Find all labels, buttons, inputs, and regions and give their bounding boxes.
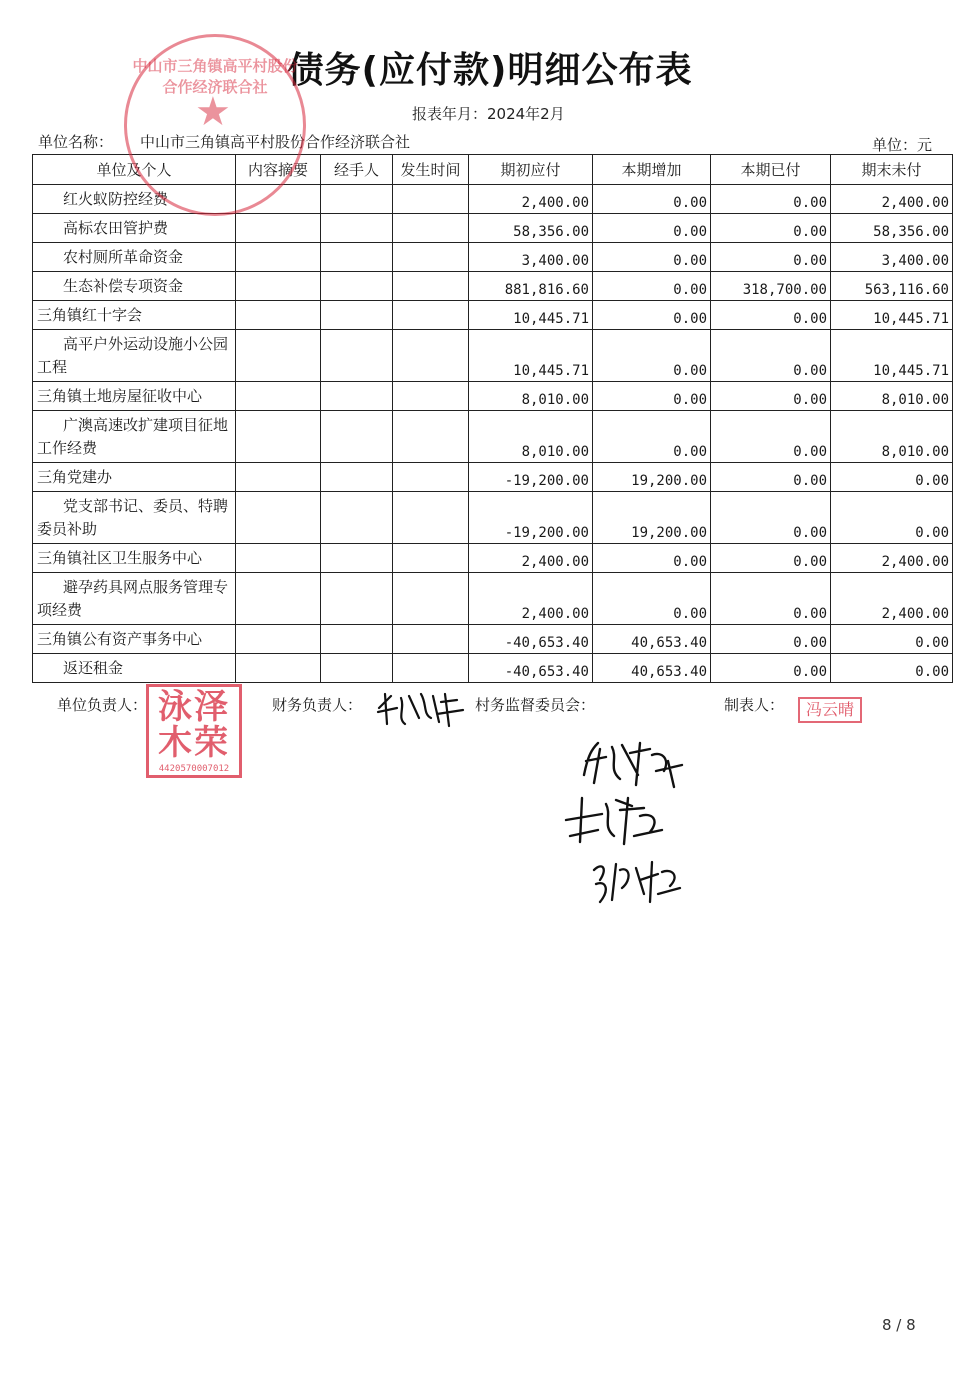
table-row bbox=[33, 654, 953, 683]
row-paid: 0.00 bbox=[711, 625, 831, 654]
unit-head-seal-code: 4420570007012 bbox=[158, 764, 230, 774]
row-closing: 0.00 bbox=[831, 654, 953, 683]
row-name: 三角镇公有资产事务中心 bbox=[33, 625, 236, 654]
row-date bbox=[393, 185, 469, 214]
supervision-signature-1 bbox=[578, 735, 690, 791]
row-paid: 0.00 bbox=[711, 243, 831, 272]
row-summary bbox=[236, 654, 321, 683]
row-date bbox=[393, 625, 469, 654]
row-closing: 0.00 bbox=[831, 492, 953, 544]
row-closing: 8,010.00 bbox=[831, 411, 953, 463]
header-cell-closing: 期末未付 bbox=[831, 155, 953, 185]
row-handler bbox=[321, 330, 393, 382]
row-name: 农村厕所革命资金 bbox=[33, 243, 236, 272]
row-summary bbox=[236, 573, 321, 625]
row-handler bbox=[321, 185, 393, 214]
row-increase: 0.00 bbox=[593, 243, 711, 272]
row-handler bbox=[321, 463, 393, 492]
row-opening: 10,445.71 bbox=[469, 301, 593, 330]
row-paid: 318,700.00 bbox=[711, 272, 831, 301]
seal-star-icon: ★ bbox=[195, 89, 231, 135]
row-summary bbox=[236, 330, 321, 382]
row-handler bbox=[321, 573, 393, 625]
row-summary bbox=[236, 463, 321, 492]
header-cell-handler: 经手人 bbox=[321, 155, 393, 185]
row-summary bbox=[236, 243, 321, 272]
row-name: 高标农田管护费 bbox=[33, 214, 236, 243]
table-header-row bbox=[33, 155, 953, 185]
row-paid: 0.00 bbox=[711, 185, 831, 214]
supervision-signature-3 bbox=[588, 850, 684, 910]
table-row bbox=[33, 492, 953, 544]
header-cell-increase: 本期增加 bbox=[593, 155, 711, 185]
row-name: 红火蚁防控经费 bbox=[33, 185, 236, 214]
seal-ring-text: 中山市三角镇高平村股份合作经济联合社 bbox=[132, 57, 298, 96]
row-increase: 0.00 bbox=[593, 544, 711, 573]
row-name: 党支部书记、委员、特聘委员补助 bbox=[33, 492, 236, 544]
row-closing: 0.00 bbox=[831, 625, 953, 654]
row-summary bbox=[236, 544, 321, 573]
page-number: 8 / 8 bbox=[882, 1316, 916, 1334]
row-opening: 881,816.60 bbox=[469, 272, 593, 301]
finance-head-signature bbox=[375, 688, 467, 730]
row-opening: -40,653.40 bbox=[469, 625, 593, 654]
row-name: 返还租金 bbox=[33, 654, 236, 683]
row-handler bbox=[321, 243, 393, 272]
table-row bbox=[33, 625, 953, 654]
row-date bbox=[393, 492, 469, 544]
table-row bbox=[33, 463, 953, 492]
row-opening: 3,400.00 bbox=[469, 243, 593, 272]
row-opening: 10,445.71 bbox=[469, 330, 593, 382]
row-increase: 0.00 bbox=[593, 573, 711, 625]
row-date bbox=[393, 544, 469, 573]
row-handler bbox=[321, 625, 393, 654]
row-opening: 2,400.00 bbox=[469, 544, 593, 573]
row-increase: 0.00 bbox=[593, 214, 711, 243]
row-paid: 0.00 bbox=[711, 330, 831, 382]
row-paid: 0.00 bbox=[711, 573, 831, 625]
row-opening: 2,400.00 bbox=[469, 185, 593, 214]
row-name: 三角镇土地房屋征收中心 bbox=[33, 382, 236, 411]
row-increase: 0.00 bbox=[593, 301, 711, 330]
header-cell-opening: 期初应付 bbox=[469, 155, 593, 185]
table-row bbox=[33, 185, 953, 214]
row-summary bbox=[236, 272, 321, 301]
payables-table bbox=[32, 154, 953, 683]
row-increase: 0.00 bbox=[593, 411, 711, 463]
row-summary bbox=[236, 214, 321, 243]
row-summary bbox=[236, 185, 321, 214]
row-paid: 0.00 bbox=[711, 463, 831, 492]
row-handler bbox=[321, 654, 393, 683]
report-period: 报表年月：2024年2月 bbox=[412, 105, 565, 123]
unit-head-seal bbox=[146, 684, 242, 778]
row-name: 生态补偿专项资金 bbox=[33, 272, 236, 301]
row-opening: 8,010.00 bbox=[469, 382, 593, 411]
row-handler bbox=[321, 214, 393, 243]
row-handler bbox=[321, 301, 393, 330]
row-increase: 40,653.40 bbox=[593, 625, 711, 654]
row-name: 避孕药具网点服务管理专项经费 bbox=[33, 573, 236, 625]
unit-name-value: 中山市三角镇高平村股份合作经济联合社 bbox=[140, 133, 411, 151]
table-row bbox=[33, 272, 953, 301]
unit-head-seal-text: 泳泽木荣 bbox=[158, 687, 230, 763]
row-opening: 8,010.00 bbox=[469, 411, 593, 463]
row-opening: -19,200.00 bbox=[469, 463, 593, 492]
row-paid: 0.00 bbox=[711, 492, 831, 544]
row-closing: 8,010.00 bbox=[831, 382, 953, 411]
row-closing: 2,400.00 bbox=[831, 185, 953, 214]
row-date bbox=[393, 382, 469, 411]
row-closing: 2,400.00 bbox=[831, 573, 953, 625]
table-row bbox=[33, 301, 953, 330]
row-name: 三角镇社区卫生服务中心 bbox=[33, 544, 236, 573]
row-paid: 0.00 bbox=[711, 654, 831, 683]
row-date bbox=[393, 243, 469, 272]
row-closing: 0.00 bbox=[831, 463, 953, 492]
row-opening: 2,400.00 bbox=[469, 573, 593, 625]
row-name: 高平户外运动设施小公园工程 bbox=[33, 330, 236, 382]
row-summary bbox=[236, 411, 321, 463]
preparer-seal: 冯云晴 bbox=[798, 697, 862, 723]
table-row bbox=[33, 382, 953, 411]
header-cell-entity: 单位及个人 bbox=[33, 155, 236, 185]
row-handler bbox=[321, 272, 393, 301]
table-row bbox=[33, 214, 953, 243]
row-date bbox=[393, 654, 469, 683]
header-cell-summary: 内容摘要 bbox=[236, 155, 321, 185]
currency-unit-label: 单位：元 bbox=[872, 136, 933, 154]
table-row bbox=[33, 573, 953, 625]
row-name: 三角党建办 bbox=[33, 463, 236, 492]
report-title: 债务(应付款)明细公布表 bbox=[287, 50, 693, 91]
row-summary bbox=[236, 492, 321, 544]
row-increase: 0.00 bbox=[593, 330, 711, 382]
row-date bbox=[393, 272, 469, 301]
row-handler bbox=[321, 411, 393, 463]
row-paid: 0.00 bbox=[711, 301, 831, 330]
row-opening: -40,653.40 bbox=[469, 654, 593, 683]
row-summary bbox=[236, 625, 321, 654]
row-date bbox=[393, 411, 469, 463]
row-handler bbox=[321, 382, 393, 411]
table-row bbox=[33, 330, 953, 382]
table-row bbox=[33, 411, 953, 463]
row-date bbox=[393, 330, 469, 382]
table-row bbox=[33, 544, 953, 573]
row-opening: 58,356.00 bbox=[469, 214, 593, 243]
unit-name-label: 单位名称： bbox=[38, 133, 114, 151]
row-name: 三角镇红十字会 bbox=[33, 301, 236, 330]
row-increase: 40,653.40 bbox=[593, 654, 711, 683]
row-handler bbox=[321, 544, 393, 573]
row-paid: 0.00 bbox=[711, 214, 831, 243]
supervision-committee-label: 村务监督委员会： bbox=[475, 696, 596, 714]
row-closing: 10,445.71 bbox=[831, 330, 953, 382]
header-cell-paid: 本期已付 bbox=[711, 155, 831, 185]
row-closing: 58,356.00 bbox=[831, 214, 953, 243]
unit-head-label: 单位负责人： bbox=[57, 696, 148, 714]
row-handler bbox=[321, 492, 393, 544]
row-closing: 10,445.71 bbox=[831, 301, 953, 330]
row-closing: 563,116.60 bbox=[831, 272, 953, 301]
row-increase: 19,200.00 bbox=[593, 492, 711, 544]
finance-head-label: 财务负责人： bbox=[272, 696, 363, 714]
row-date bbox=[393, 214, 469, 243]
row-paid: 0.00 bbox=[711, 411, 831, 463]
row-increase: 0.00 bbox=[593, 272, 711, 301]
row-paid: 0.00 bbox=[711, 382, 831, 411]
row-date bbox=[393, 463, 469, 492]
row-increase: 19,200.00 bbox=[593, 463, 711, 492]
row-closing: 3,400.00 bbox=[831, 243, 953, 272]
row-date bbox=[393, 573, 469, 625]
row-name: 广澳高速改扩建项目征地工作经费 bbox=[33, 411, 236, 463]
header-cell-date: 发生时间 bbox=[393, 155, 469, 185]
supervision-signature-2 bbox=[562, 790, 666, 848]
preparer-label: 制表人： bbox=[724, 696, 785, 714]
row-closing: 2,400.00 bbox=[831, 544, 953, 573]
row-summary bbox=[236, 382, 321, 411]
table-row bbox=[33, 243, 953, 272]
row-opening: -19,200.00 bbox=[469, 492, 593, 544]
row-increase: 0.00 bbox=[593, 185, 711, 214]
row-summary bbox=[236, 301, 321, 330]
row-paid: 0.00 bbox=[711, 544, 831, 573]
row-date bbox=[393, 301, 469, 330]
row-increase: 0.00 bbox=[593, 382, 711, 411]
